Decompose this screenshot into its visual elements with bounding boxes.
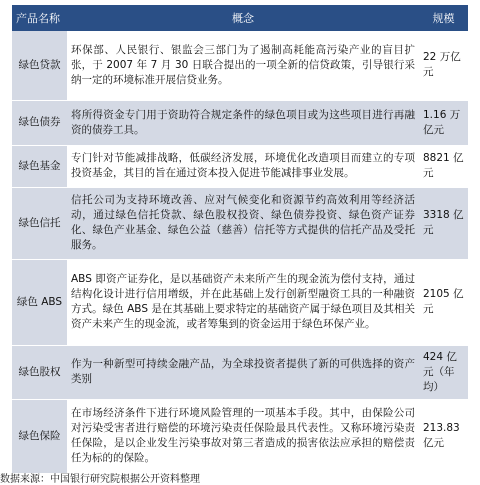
header-product-name: 产品名称: [12, 5, 67, 31]
row-concept: ABS 即资产证券化，是以基础资产未来所产生的现金流为偿付支持，通过结构化设计进行信用增级，并在此基础上发行创新型融资工具的一种融资方式。绿色 ABS 是在其基础上要求特定的基础资产属于绿色项目及其相关资产未来产生的现金流，或者筹集到的资金运用于绿色环保产业。: [67, 259, 419, 345]
table-header-row: [12, 5, 468, 31]
row-concept: 在市场经济条件下进行环境风险管理的一项基本手段。其中，由保险公司对污染受害者进行赔偿的环境污染责任保险最具代表性。又称环境污染责任保险，是以企业发生污染事故对第三者造成的损害依法应承担的赔偿责任为标的的保险。: [67, 399, 419, 473]
table-row: [12, 187, 468, 259]
table-row: [12, 259, 468, 345]
row-concept: 专门针对节能减排战略，低碳经济发展，环境优化改造项目而建立的专项投资基金，其目的旨在通过资本投入促进节能减排事业发展。: [67, 145, 419, 187]
row-product-name: 绿色保险: [12, 399, 67, 473]
row-concept: 将所得资金专门用于资助符合规定条件的绿色项目或为这些项目进行再融资的债券工具。: [67, 100, 419, 145]
row-product-name: 绿色股权: [12, 345, 67, 399]
table-row: [12, 399, 468, 473]
row-scale: 424 亿元（年均）: [419, 345, 468, 399]
table-row: [12, 145, 468, 187]
row-scale: 22 万亿元: [419, 31, 468, 100]
row-concept: 作为一种新型可持续金融产品，为全球投资者提供了新的可供选择的资产类别: [67, 345, 419, 399]
green-finance-table: [12, 5, 468, 474]
row-scale: 8821 亿元: [419, 145, 468, 187]
row-scale: 3318 亿元: [419, 187, 468, 259]
product-table-container: [12, 5, 468, 474]
table-row: [12, 100, 468, 145]
header-concept: 概念: [67, 5, 419, 31]
data-source-note: 数据来源：中国银行研究院根据公开资料整理: [0, 474, 200, 485]
row-product-name: 绿色基金: [12, 145, 67, 187]
row-product-name: 绿色信托: [12, 187, 67, 259]
table-row: [12, 345, 468, 399]
row-scale: 1.16 万亿元: [419, 100, 468, 145]
row-scale: 213.83 亿元: [419, 399, 468, 473]
row-product-name: 绿色 ABS: [12, 259, 67, 345]
row-product-name: 绿色贷款: [12, 31, 67, 100]
row-concept: 信托公司为支持环境改善、应对气候变化和资源节约高效利用等经济活动，通过绿色信托贷款、绿色股权投资、绿色债券投资、绿色资产证券化、绿色产业基金、绿色公益（慈善）信托等方式提供的信托产品及受托服务。: [67, 187, 419, 259]
row-scale: 2105 亿元: [419, 259, 468, 345]
header-scale: 规模: [419, 5, 468, 31]
row-product-name: 绿色债券: [12, 100, 67, 145]
table-row: [12, 31, 468, 100]
row-concept: 环保部、人民银行、银监会三部门为了遏制高耗能高污染产业的盲目扩张，于 2007 年 7 月 30 日联合提出的一项全新的信贷政策，引导银行采纳一定的环境标准开展信贷业务。: [67, 31, 419, 100]
